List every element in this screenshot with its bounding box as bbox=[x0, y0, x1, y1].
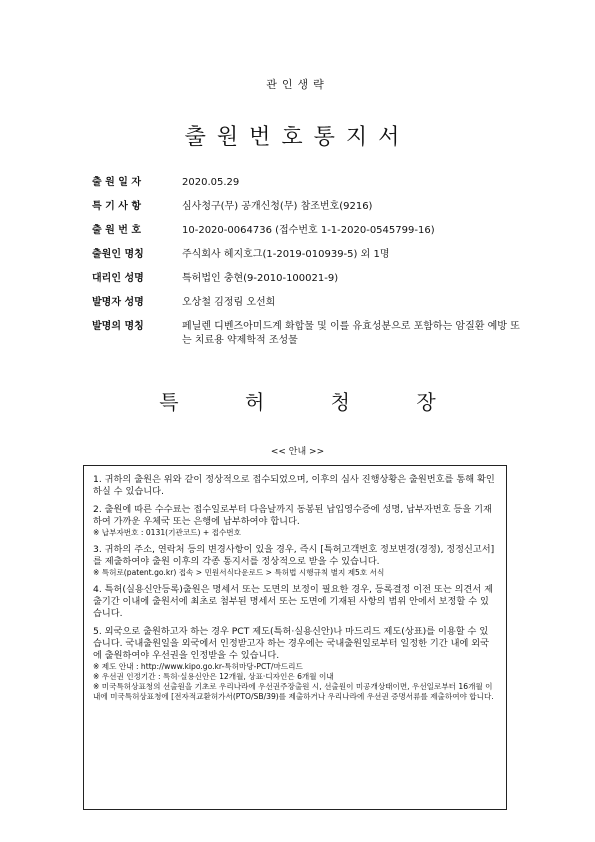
field-value: 10-2020-0064736 (접수번호 1-1-2020-0545799-16) bbox=[182, 225, 435, 236]
guide-text: 2. 출원에 따른 수수료는 접수일로부터 다음날까지 동봉된 납입영수증에 성명, 납부자번호 등을 기재하여 가까운 우체국 또는 은행에 납부하여야 합니다. bbox=[93, 504, 492, 527]
field-value: 오상철 김정림 오선희 bbox=[182, 297, 276, 308]
guide-text: 3. 귀하의 주소, 연락처 등의 변경사항이 있을 경우, 즉시 [특허고객번호 정보변경(경정), 정정신고서]를 제출하여야 출원 이후의 각종 통지서를 정상적으로 받을 수 있습니다. bbox=[93, 544, 495, 567]
guide-text: 5. 외국으로 출원하고자 하는 경우 PCT 제도(특허·실용신안)나 마드리드 제도(상표)를 이용할 수 있습니다. 국내출원일을 외국에서 인정받고자 하는 경우에는 국내출원일로부터 일정한 기간 내에 외국에 출원하여야 우선권을 인정받을 수 있습니다. bbox=[93, 626, 490, 661]
guide-box bbox=[83, 465, 507, 810]
guide-item-3 bbox=[93, 544, 497, 578]
guide-text: 1. 귀하의 출원은 위와 같이 정상적으로 접수되었으며, 이후의 심사 진행상황은 출원번호를 통해 확인하실 수 있습니다. bbox=[93, 474, 495, 497]
guide-note: ※ 특허로(patent.go.kr) 접속 > 민원서식다운로드 > 특허법 시행규칙 별지 제5호 서식 bbox=[93, 568, 385, 577]
field-agent-name bbox=[92, 272, 522, 286]
field-filing-date bbox=[92, 176, 522, 190]
field-value: 주식회사 헤지호그(1-2019-010939-5) 외 1명 bbox=[182, 249, 390, 260]
field-value: 2020.05.29 bbox=[182, 177, 240, 188]
issuer-char: 허 bbox=[244, 390, 265, 414]
seal-omitted-text: 관인생략 bbox=[266, 78, 329, 91]
field-special-notes bbox=[92, 200, 522, 214]
document-title: 출원번호통지서 bbox=[184, 125, 411, 150]
guide-item-2 bbox=[93, 504, 497, 538]
field-value: 페닐렌 디벤즈아미드계 화합물 및 이를 유효성분으로 포함하는 암질환 예방 또는 치료용 약제학적 조성물 bbox=[182, 321, 520, 346]
guide-text: 4. 특허(실용신안등록)출원은 명세서 또는 도면의 보정이 필요한 경우, 등록결정 이전 또는 의견서 제출기간 이내에 출원서에 최초로 첨부된 명세서 또는 도면에 기재된 사항의 범위 안에서 보정할 수 있습니다. bbox=[93, 584, 494, 619]
issuer-char: 청 bbox=[330, 390, 350, 414]
guide-note: ※ 제도 안내 : http://www.kipo.go.kr-특허마당-PCT/마드리드 bbox=[93, 662, 303, 671]
field-label: 특 기 사 항 bbox=[92, 201, 142, 212]
guide-item-4 bbox=[93, 584, 497, 620]
field-value: 심사청구(무) 공개신청(무) 참조번호(9216) bbox=[182, 201, 373, 212]
guide-note: ※ 미국특허상표청의 선출원을 기초로 우리나라에 우선권주장출원 시, 선출원이 미공개상태이면, 우선일로부터 16개월 이내에 미국특허상표청에 [전자적교환허가서(PTO/SB/39)를 제출하거나 우리나라에 우선권 증명서류를 제출하여야 합니다. bbox=[93, 682, 494, 701]
field-application-number bbox=[92, 224, 522, 238]
field-label: 출 원 번 호 bbox=[92, 225, 142, 236]
guide-heading: << 안내 >> bbox=[270, 447, 325, 457]
field-applicant-name bbox=[92, 248, 522, 262]
field-invention-title bbox=[92, 320, 522, 348]
field-label: 출 원 일 자 bbox=[92, 177, 142, 188]
issuer-char: 장 bbox=[416, 390, 436, 414]
field-label: 발명의 명칭 bbox=[92, 321, 144, 332]
guide-item-5 bbox=[93, 626, 497, 702]
application-info bbox=[92, 176, 522, 358]
guide-note: ※ 우선권 인정기간 : 특허·실용신안은 12개월, 상표·디자인은 6개월 이내 bbox=[93, 672, 334, 681]
field-inventor-names bbox=[92, 296, 522, 310]
field-label: 발명자 성명 bbox=[92, 297, 144, 308]
field-value: 특허법인 충현(9-2010-100021-9) bbox=[182, 273, 339, 284]
field-label: 대리인 성명 bbox=[92, 273, 144, 284]
issuer-char: 특 bbox=[159, 390, 179, 414]
guide-note: ※ 납부자번호 : 0131(기관코드) + 접수번호 bbox=[93, 528, 241, 537]
issuer-commissioner bbox=[0, 386, 595, 415]
field-label: 출원인 명칭 bbox=[92, 249, 144, 260]
guide-item-1 bbox=[93, 474, 497, 498]
